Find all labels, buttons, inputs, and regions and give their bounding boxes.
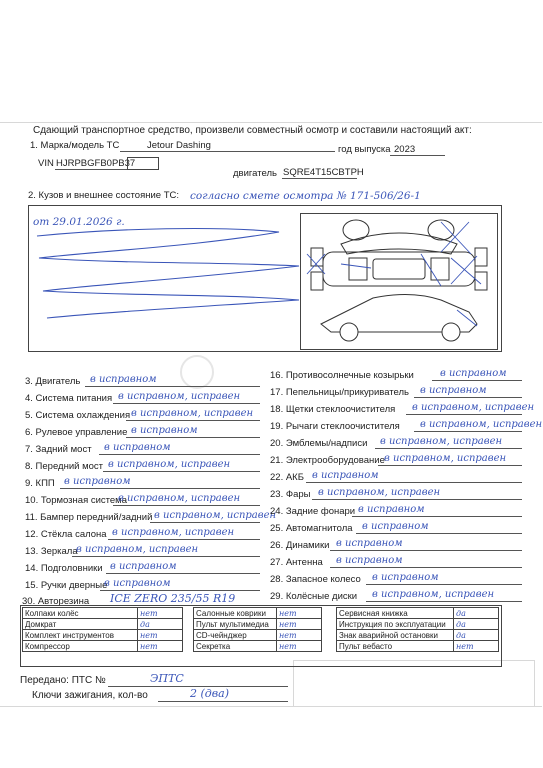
right-item-value: в исправном, исправен [318, 487, 441, 498]
right-item-label: 20. Эмблемы/надписи [270, 438, 368, 449]
equipment-col2 [193, 607, 322, 652]
right-item-value: в исправном [336, 555, 403, 566]
table-row: Салонные коврики нет [194, 608, 322, 619]
left-item-value: в исправном [64, 476, 131, 487]
left-item-label: 6. Рулевое управление [25, 427, 128, 438]
tyres-label: 30. Авторезина [22, 596, 90, 607]
table-row: Пульт мультимедиа нет [194, 619, 322, 630]
body-note-line1: согласно смете осмотра № 171-506/26-1 [190, 190, 421, 202]
right-item-value: в исправном, исправен [412, 402, 535, 413]
left-item-value: в исправном [131, 425, 198, 436]
right-item-value: в исправном [336, 538, 403, 549]
right-item-value: в исправном [362, 521, 429, 532]
year-underline [390, 155, 445, 156]
left-item-label: 5. Система охлаждения [25, 410, 131, 421]
table-row: Компрессор нет [23, 641, 183, 652]
left-item-value: в исправном [90, 374, 157, 385]
right-item-label: 28. Запасное колесо [270, 574, 361, 585]
right-item-value: в исправном, исправен [380, 436, 503, 447]
engine-underline [282, 178, 357, 179]
left-item-value: в исправном [104, 442, 171, 453]
table-row: Комплект инструментов нет [23, 630, 183, 641]
left-item-label: 15. Ручки дверные [25, 580, 108, 591]
left-item-label: 9. КПП [25, 478, 55, 489]
year-value: 2023 [394, 144, 416, 155]
make-label: 1. Марка/модель ТС [30, 140, 120, 151]
make-underline [120, 151, 335, 152]
intro-text: Сдающий транспортное средство, произвели совместный осмотр и составили настоящий акт: [33, 125, 472, 136]
right-item-value: в исправном, исправен [372, 589, 495, 600]
table-row: Домкрат да [23, 619, 183, 630]
watermark-logo [180, 355, 214, 389]
right-item-value: в исправном, исправен [384, 453, 507, 464]
left-item-label: 4. Система питания [25, 393, 113, 404]
right-item-value: в исправном [440, 368, 507, 379]
redacted-header [0, 0, 542, 123]
pts-value: ЭПТС [150, 672, 184, 685]
right-item-label: 19. Рычаги стеклоочистителя [270, 421, 400, 432]
right-item-label: 21. Электрооборудование [270, 455, 385, 466]
vin-underline [55, 169, 127, 170]
redacted-footer [0, 706, 542, 768]
make-value: Jetour Dashing [147, 140, 211, 151]
left-item-value: в исправном, исправен [131, 408, 254, 419]
table-row: Секретка нет [194, 641, 322, 652]
equipment-col1 [22, 607, 183, 652]
car-diagram [300, 213, 498, 350]
left-item-value: в исправном, исправен [118, 493, 241, 504]
left-item-label: 7. Задний мост [25, 444, 92, 455]
left-item-value: в исправном, исправен [154, 510, 277, 521]
right-item-label: 24. Задние фонари [270, 506, 356, 517]
left-item-value: в исправном, исправен [76, 544, 199, 555]
body-section-label: 2. Кузов и внешнее состояние ТС: [28, 190, 180, 201]
right-item-value: в исправном [420, 385, 487, 396]
right-item-label: 25. Автомагнитола [270, 523, 353, 534]
right-item-value: в исправном [372, 572, 439, 583]
table-row: Пульт вебасто нет [337, 641, 499, 652]
equipment-col3 [336, 607, 499, 652]
left-item-value: в исправном, исправен [112, 527, 235, 538]
left-item-label: 3. Двигатель [25, 376, 81, 387]
table-row: Знак аварийной остановки да [337, 630, 499, 641]
keys-label: Ключи зажигания, кол-во [32, 690, 148, 701]
keys-underline [158, 701, 288, 702]
left-item-label: 12. Стёкла салона [25, 529, 107, 540]
right-item-label: 27. Антенна [270, 557, 323, 568]
table-row: Колпаки колёс нет [23, 608, 183, 619]
left-item-label: 10. Тормозная система [25, 495, 127, 506]
year-label: год выпуска [338, 144, 391, 155]
right-item-label: 18. Щетки стеклоочистителя [270, 404, 396, 415]
body-note-line2: от 29.01.2026 г. [33, 216, 125, 228]
vin-cell [127, 157, 159, 170]
left-item-value: в исправном, исправен [118, 391, 241, 402]
right-item-value: в исправном, исправен [420, 419, 543, 430]
vin-label: VIN [38, 158, 54, 169]
table-row: CD-чейнджер нет [194, 630, 322, 641]
pts-label: Передано: ПТС № [20, 675, 106, 686]
right-item-label: 26. Динамики [270, 540, 330, 551]
table-row: Инструкция по эксплуатации да [337, 619, 499, 630]
left-item-label: 8. Передний мост [25, 461, 103, 472]
engine-value: SQRE4T15CBTPH [283, 167, 364, 178]
car-outline-icon [301, 214, 497, 349]
left-item-label: 13. Зеркала [25, 546, 78, 557]
right-item-value: в исправном [358, 504, 425, 515]
right-item-label: 16. Противосолнечные козырьки [270, 370, 414, 381]
left-item-value: в исправном, исправен [108, 459, 231, 470]
right-item-label: 22. АКБ [270, 472, 304, 483]
left-item-value: в исправном [104, 578, 171, 589]
left-item-label: 11. Бампер передний/задний [25, 512, 153, 523]
left-item-value: в исправном [110, 561, 177, 572]
table-row: Сервисная книжка да [337, 608, 499, 619]
tyres-value: ICE ZERO 235/55 R19 [110, 592, 236, 605]
right-item-label: 29. Колёсные диски [270, 591, 358, 602]
right-item-label: 17. Пепельницы/прикуриватель [270, 387, 409, 398]
right-item-label: 23. Фары [270, 489, 311, 500]
right-item-value: в исправном [312, 470, 379, 481]
keys-value: 2 (два) [190, 687, 230, 700]
left-item-label: 14. Подголовники [25, 563, 103, 574]
engine-label: двигатель [233, 168, 277, 179]
vin-value: HJRPBGFB0PB37 [56, 158, 136, 169]
